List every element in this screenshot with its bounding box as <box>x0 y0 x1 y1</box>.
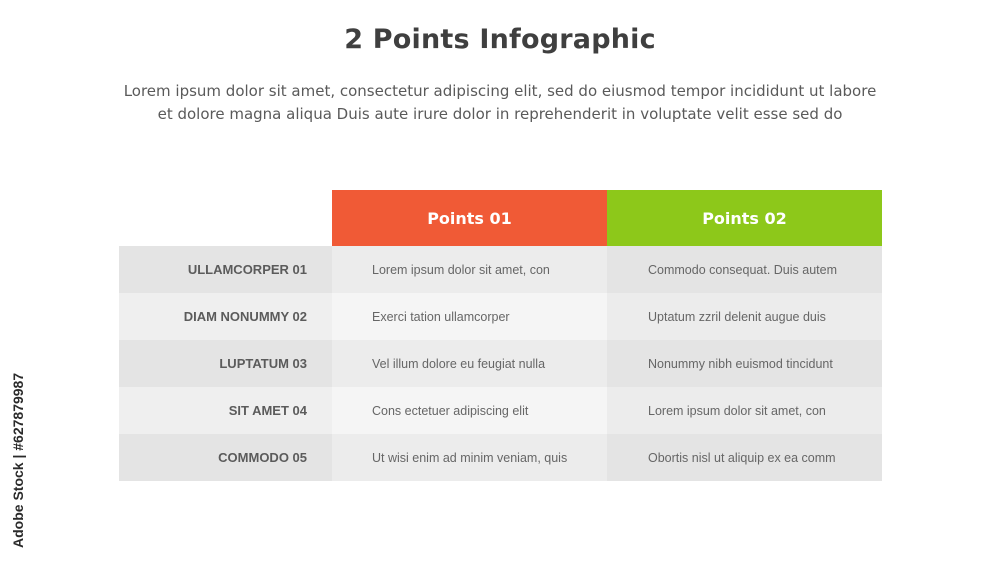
subtitle-line-2: et dolore magna aliqua Duis aute irure dolor in reprehenderit in voluptate velit esse sed do <box>157 105 843 123</box>
cell-points-02: Lorem ipsum dolor sit amet, con <box>607 387 882 434</box>
header-points-02: Points 02 <box>607 190 882 246</box>
table-row <box>119 434 881 481</box>
table-row <box>119 246 881 293</box>
table-row <box>119 293 881 340</box>
table-row <box>119 387 881 434</box>
subtitle-line-1: Lorem ipsum dolor sit amet, consectetur adipiscing elit, sed do eiusmod tempor incididunt ut labore <box>123 82 877 100</box>
page-subtitle <box>40 80 960 126</box>
cell-points-02: Nonummy nibh euismod tincidunt <box>607 340 882 387</box>
cell-points-02: Uptatum zzril delenit augue duis <box>607 293 882 340</box>
row-label: SIT AMET 04 <box>119 387 332 434</box>
cell-points-01: Vel illum dolore eu feugiat nulla <box>332 340 607 387</box>
table-row <box>119 340 881 387</box>
cell-points-01: Ut wisi enim ad minim veniam, quis <box>332 434 607 481</box>
row-label: LUPTATUM 03 <box>119 340 332 387</box>
cell-points-02: Obortis nisl ut aliquip ex ea comm <box>607 434 882 481</box>
cell-points-02: Commodo consequat. Duis autem <box>607 246 882 293</box>
header-points-01: Points 01 <box>332 190 607 246</box>
cell-points-01: Lorem ipsum dolor sit amet, con <box>332 246 607 293</box>
cell-points-01: Exerci tation ullamcorper <box>332 293 607 340</box>
row-label: DIAM NONUMMY 02 <box>119 293 332 340</box>
comparison-table <box>119 190 881 483</box>
cell-points-01: Cons ectetuer adipiscing elit <box>332 387 607 434</box>
stock-credit-text: Adobe Stock | #627879987 <box>10 372 26 548</box>
row-label: ULLAMCORPER 01 <box>119 246 332 293</box>
row-label: COMMODO 05 <box>119 434 332 481</box>
page-title: 2 Points Infographic <box>344 24 656 55</box>
